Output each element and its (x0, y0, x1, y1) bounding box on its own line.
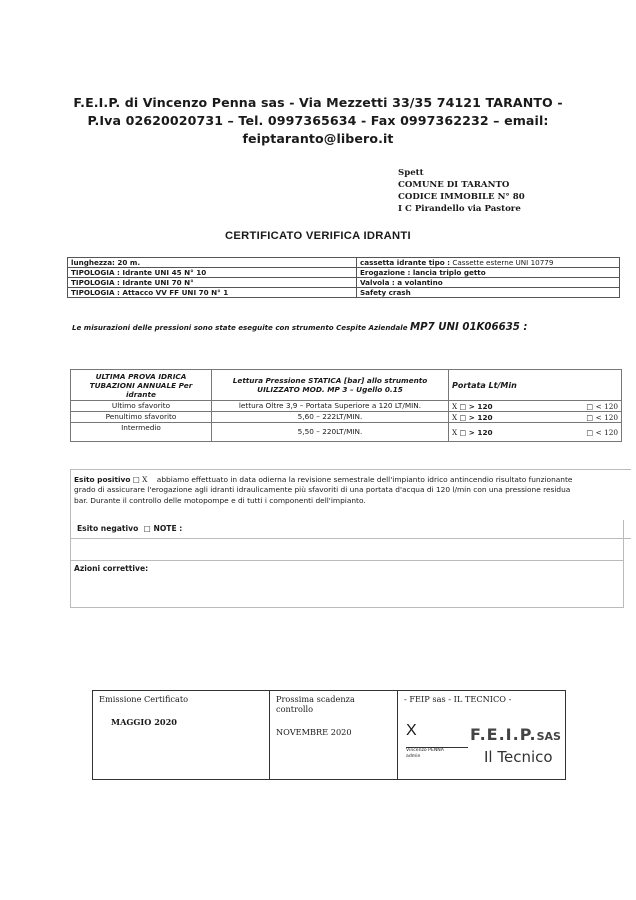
tecnico-role: admin (406, 754, 421, 759)
emissione-label: Emissione Certificato (99, 694, 189, 704)
flow-lt-120: □ < 120 (586, 412, 618, 422)
col-head-portata: Portata Lt/Min (449, 370, 622, 401)
scadenza-cell (270, 691, 398, 780)
spec-right (357, 258, 620, 268)
notes-label: NOTE : (153, 524, 183, 533)
tecnico-label: - FEIP sas - IL TECNICO - (404, 694, 512, 704)
specs-row (68, 278, 620, 288)
esito-positivo-label: Esito positivo (74, 475, 131, 484)
measurement-instrument: MP7 UNI 01K06635 : (409, 322, 528, 333)
spec-left: TIPOLOGIA : Attacco VV FF UNI 70 N° 1 (68, 288, 357, 298)
tecnico-signature-block (406, 747, 468, 760)
pressure-reading: lettura Oltre 3,9 – Portata Superiore a 120 LT/MIN. (212, 401, 449, 412)
table-row (71, 423, 622, 442)
footer-row (93, 691, 566, 780)
emissione-value: MAGGIO 2020 (111, 717, 177, 727)
pressure-test-table (70, 369, 622, 442)
specs-table (67, 257, 620, 298)
esito-negativo-row (71, 520, 623, 533)
recipient-line-2: COMUNE DI TARANTO (398, 180, 510, 190)
header-line-3: feiptaranto@libero.it (242, 131, 394, 146)
recipient-line-4: I C Pirandello via Pastore (398, 204, 521, 214)
specs-row (68, 268, 620, 278)
esito-positivo-checkbox: □ X (132, 475, 148, 484)
stamp-company-suffix: SAS (536, 730, 561, 743)
emissione-cell (93, 691, 270, 780)
col-head-pressione-line-1: Lettura Pressione STATICA [bar] allo strumento (232, 376, 428, 385)
hydrant-name: Ultimo sfavorito (71, 401, 212, 412)
esito-text (71, 470, 631, 506)
scadenza-label: Prossima scadenza controllo (276, 694, 355, 714)
recipient-block (398, 167, 525, 215)
spec-right (357, 278, 620, 288)
table-row (71, 401, 622, 412)
recipient-line-3: CODICE IMMOBILE N° 80 (398, 192, 525, 202)
spec-right-label: Valvola : a volantino (360, 278, 443, 287)
spec-left: TIPOLOGIA : Idrante UNI 45 N° 10 (68, 268, 357, 278)
tecnico-stamp-text: Il Tecnico (484, 748, 553, 766)
measurement-text: Le misurazioni delle pressioni sono state eseguite con strumento Cespite Aziendale (72, 323, 410, 332)
header-line-2: P.Iva 02620020731 – Tel. 0997365634 - Fax 0997362232 – email: (87, 113, 549, 128)
flow-result (449, 423, 622, 442)
tecnico-name: Vincenzo PENNA (406, 748, 444, 753)
table-row (71, 412, 622, 423)
document-title: CERTIFICATO VERIFICA IDRANTI (225, 230, 411, 242)
flow-gt-120: > 120 (468, 412, 493, 422)
esito-negativo-label: Esito negativo (77, 524, 139, 533)
flow-lt-120: □ < 120 (586, 401, 618, 411)
pressure-reading: 5,60 – 222LT/MIN. (212, 412, 449, 423)
flow-check-mark: X □ (452, 427, 467, 437)
header-line-1: F.E.I.P. di Vincenzo Penna sas - Via Mezzetti 33/35 74121 TARANTO - (73, 95, 563, 110)
flow-result (449, 401, 622, 412)
esito-negativo-checkbox: □ (143, 524, 151, 533)
spec-right-value: Cassette esterne UNI 10779 (450, 258, 554, 267)
scadenza-value: NOVEMBRE 2020 (276, 727, 352, 737)
pressure-test-header (71, 370, 622, 401)
spec-right-label: Safety crash (360, 288, 411, 297)
tecnico-cell (398, 691, 566, 780)
spec-right-label: cassetta idrante tipo : (360, 258, 451, 267)
esito-line-1-text: abbiamo effettuato in data odierna la revisione semestrale dell'impianto idrico antincendio risultato funzionante (156, 475, 573, 484)
specs-row (68, 288, 620, 298)
esito-line-3: bar. Durante il controllo delle motopompe e di tutti i componenti dell'impianto. (74, 495, 366, 505)
flow-gt-120: > 120 (468, 427, 493, 437)
spec-right-label: Erogazione : lancia triplo getto (360, 268, 486, 277)
flow-gt-120: > 120 (468, 401, 493, 411)
azioni-correttive-box (70, 560, 624, 608)
col-head-pressione-line-2: UILIZZATO MOD. MP 3 – Ugello 0.15 (257, 385, 403, 394)
recipient-line-1: Spett (398, 168, 424, 178)
hydrant-name: Penultimo sfavorito (71, 412, 212, 423)
pressure-reading: 5,50 – 220LT/MIN. (212, 423, 449, 442)
spec-right (357, 288, 620, 298)
flow-result (449, 412, 622, 423)
flow-check-mark: X □ (452, 401, 467, 411)
col-head-idrante: ULTIMA PROVA IDRICA TUBAZIONI ANNUALE Per idrante (71, 370, 212, 401)
azioni-label: Azioni correttive: (74, 564, 149, 573)
col-head-pressione (212, 370, 449, 401)
company-stamp (470, 725, 561, 744)
signature-x-mark: X (406, 722, 417, 739)
spec-left: TIPOLOGIA : Idrante UNI 70 N° (68, 278, 357, 288)
footer-table (92, 690, 566, 780)
esito-line-2: grado di assicurare l'erogazione agli idranti idraulicamente più sfavoriti di una portata d'acqua di 120 l/min con una pressione residua (74, 485, 571, 495)
esito-negativo-box (70, 520, 624, 561)
flow-lt-120: □ < 120 (586, 427, 618, 437)
flow-check-mark: X □ (452, 412, 467, 422)
specs-row (68, 258, 620, 268)
esito-line-1 (74, 475, 631, 485)
spec-left: lunghezza: 20 m. (68, 258, 357, 268)
company-header (0, 94, 636, 148)
spec-right (357, 268, 620, 278)
measurement-note (72, 322, 528, 333)
stamp-company-name: F.E.I.P. (470, 725, 537, 744)
hydrant-name: Intermedio (71, 423, 212, 442)
